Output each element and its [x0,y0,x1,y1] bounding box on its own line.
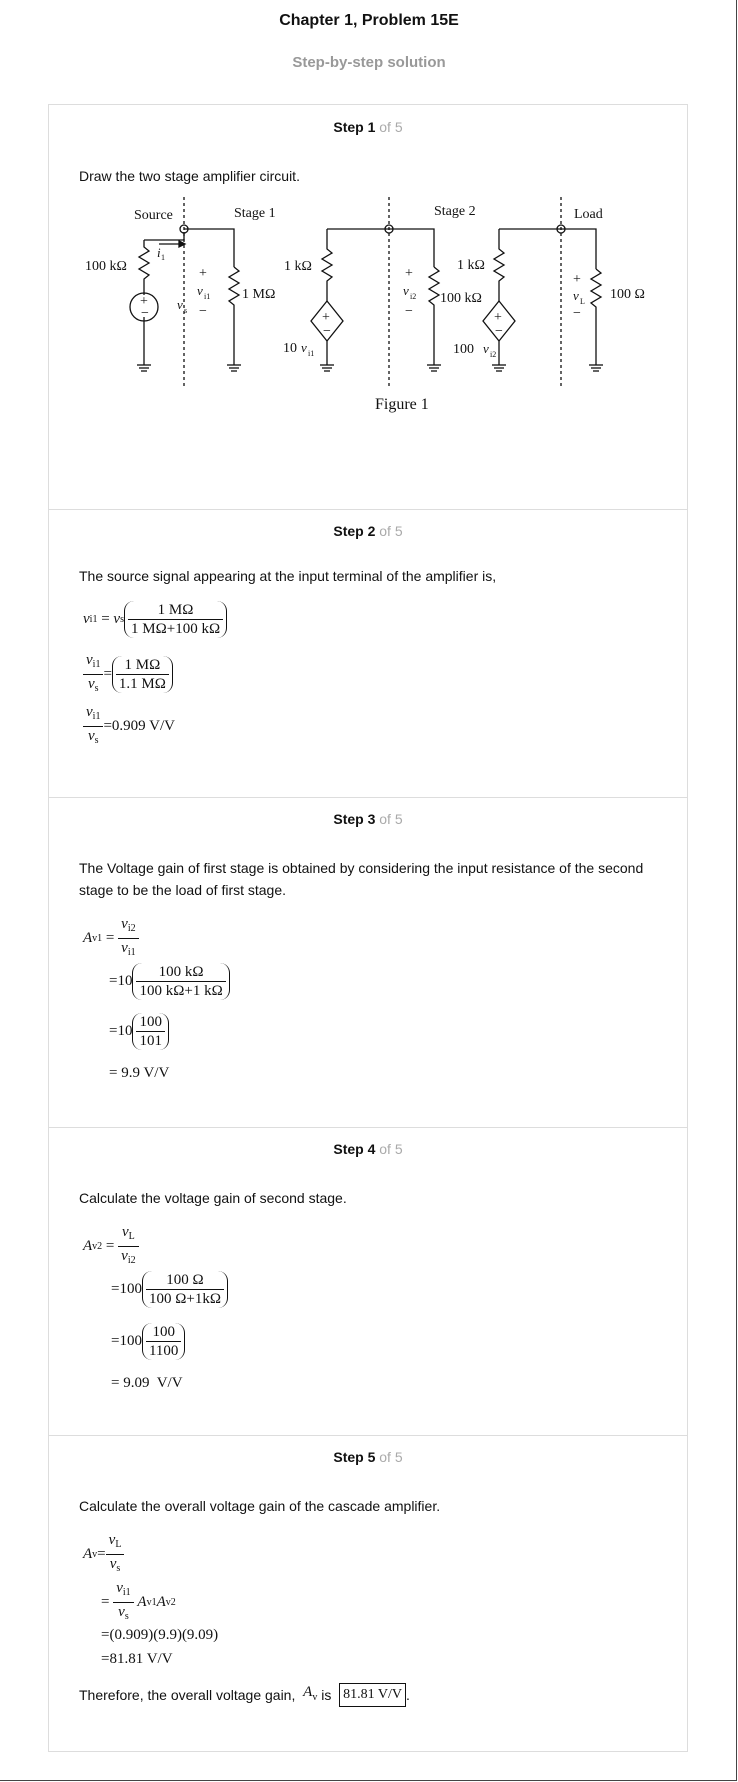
fig-r-in2: 100 kΩ [440,291,482,306]
step-4-of: of 5 [379,1141,403,1157]
step-5-of: of 5 [379,1449,403,1465]
step-3 [49,797,687,1128]
svg-text:i: i [157,245,161,260]
step-1-heading [49,119,687,135]
s5-is: is [321,1687,332,1703]
svg-text:+: + [494,310,502,325]
svg-text:+: + [573,272,581,287]
final-answer-box: 81.81 V/V [339,1683,406,1707]
step-1-of: of 5 [379,119,403,135]
svg-text:−: − [323,324,331,339]
svg-text:i1: i1 [204,292,211,301]
fig-gain1: 10 [283,341,297,356]
s4-eq4: = 9.09 V/V [111,1375,183,1391]
s3-eq2-num: 100 kΩ [136,963,225,982]
step-5-eq-1: A v = $\frac{v_L}{v_s}$ [83,1531,124,1578]
fig-r-load: 100 Ω [610,287,645,302]
step-1-label: Step 1 [333,119,376,135]
svg-text:+: + [199,266,207,281]
fig-source-label: Source [134,208,173,223]
s3-eq3-num: 100 [136,1013,165,1032]
svg-text:−: − [495,324,503,339]
step-3-text: The Voltage gain of first stage is obtained by considering the input resistance of the second stage to be the load of first stage. [79,860,644,898]
s5-eq4: =81.81 V/V [101,1651,173,1667]
step-4-eq-1: A v2 = $\frac{v_L}{v_{i2}}$ [83,1223,139,1270]
step-3-eq-2: =10 $\frac{100 k\Omega}{100 k\Omega+1 k\Omega}$ [109,963,230,1000]
step-3-heading [49,811,687,827]
fig-load-label: Load [574,207,603,222]
s3-eq2-den: 100 kΩ+1 kΩ [139,983,223,999]
step-5-eq-2: = $\frac{v_{i1}}{v_s}$ A v1 A v2 [101,1580,176,1622]
fig-r-out1: 1 kΩ [284,259,312,274]
step-5-label: Step 5 [333,1449,376,1465]
step-1-text: Draw the two stage amplifier circuit. [79,168,300,184]
step-4-eq-3: =100 $\frac{100}{1100}$ [111,1323,185,1360]
svg-text:−: − [573,306,581,321]
svg-text:1: 1 [161,253,165,262]
s3-eq3-den: 101 [139,1033,162,1049]
s2-eq3-result: =0.909 V/V [103,718,175,734]
svg-text:−: − [405,304,413,319]
step-2-of: of 5 [379,523,403,539]
page-title: Chapter 1, Problem 15E [279,12,459,29]
svg-text:+: + [322,310,330,325]
fig-stage1-label: Stage 1 [234,206,276,221]
s4-eq2-num: 100 Ω [146,1271,224,1290]
step-4-eq-2: =100 $\frac{100 \Omega}{100 \Omega+1k\Omega}$ [111,1271,228,1308]
fig-r-source: 100 kΩ [85,259,127,274]
step-2 [49,509,687,798]
step-5-heading [49,1449,687,1465]
svg-text:i1: i1 [308,349,315,358]
s4-eq3-num: 100 [146,1323,181,1342]
fig-caption: Figure 1 [375,396,429,413]
step-4 [49,1127,687,1436]
fig-gain2: 100 [453,342,474,357]
svg-text:L: L [580,297,585,306]
s5-eq3: =(0.909)(9.9)(9.09) [101,1627,219,1643]
svg-text:v: v [403,283,409,298]
solution-panel [48,104,688,1752]
step-3-eq-3: =10 $\frac{100}{101}$ [109,1013,169,1050]
step-5-conclusion: Therefore, the overall voltage gain, $A_v$ is 81.81 V/V . [79,1681,659,1709]
circuit-figure [79,197,659,457]
s3-eq4: = 9.9 V/V [109,1065,170,1081]
s2-eq2-num: 1 MΩ [116,656,169,675]
step-3-of: of 5 [379,811,403,827]
step-3-eq-1: A v1 = $\frac{v_{i2}}{v_{i1}}$ [83,915,139,962]
step-5 [49,1435,687,1751]
step-2-eq-2: $\frac{v_{i1}}{v_s}$ = $\frac{1 M\Omega}{1.1 M\Omega}$ [83,651,173,698]
s2-eq2-den: 1.1 MΩ [118,676,166,692]
svg-text:i2: i2 [490,350,497,359]
s4-eq2-den: 100 Ω+1kΩ [148,1291,221,1307]
s5-conclusion-text: Therefore, the overall voltage gain, [79,1687,296,1703]
fig-r-in1: 1 MΩ [242,287,276,302]
svg-text:v: v [573,288,579,303]
step-5-text: Calculate the overall voltage gain of the cascade amplifier. [79,1498,441,1514]
svg-text:v: v [197,283,203,298]
fig-r-out2: 1 kΩ [457,258,485,273]
svg-text:v: v [301,340,307,355]
step-1 [49,105,687,510]
svg-text:v: v [483,341,489,356]
step-2-label: Step 2 [333,523,376,539]
page-subtitle: Step-by-step solution [292,54,446,71]
step-4-text: Calculate the voltage gain of second stage. [79,1190,347,1206]
svg-text:+: + [140,294,148,309]
svg-text:−: − [141,306,149,321]
svg-text:i2: i2 [410,292,417,301]
svg-text:+: + [405,266,413,281]
step-2-eq-1: v i1 = v s $\frac{1 M\Omega}{1 M\Omega+100 k\Omega}$ [83,601,227,638]
s4-eq3-den: 1100 [148,1343,179,1359]
svg-text:s: s [184,306,188,315]
step-3-label: Step 3 [333,811,376,827]
s2-eq1-num: 1 MΩ [128,601,223,620]
fig-stage2-label: Stage 2 [434,204,476,219]
s2-eq1-den: 1 MΩ+100 kΩ [131,621,221,637]
step-4-label: Step 4 [333,1141,376,1157]
step-4-heading [49,1141,687,1157]
step-2-heading [49,523,687,539]
svg-text:v: v [177,297,183,312]
step-2-eq-3: $\frac{v_{i1}}{v_s}$ =0.909 V/V [83,703,175,750]
step-2-text: The source signal appearing at the input terminal of the amplifier is, [79,568,497,584]
svg-text:−: − [199,304,207,319]
